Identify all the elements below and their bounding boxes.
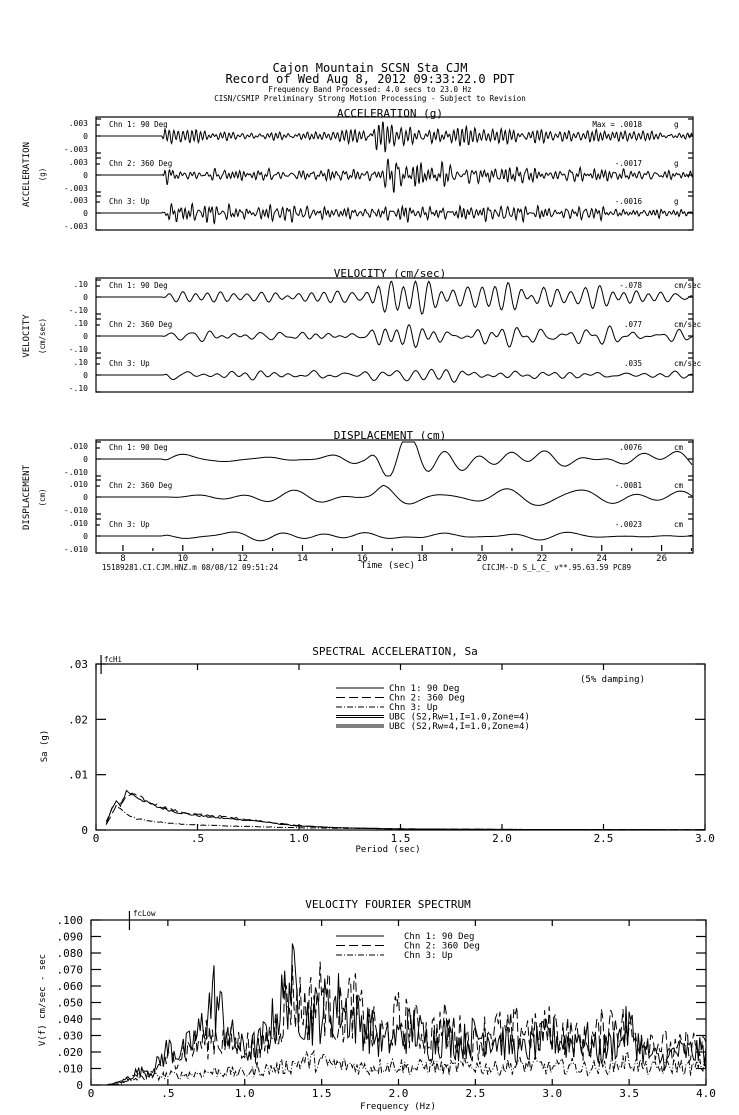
peak-unit: cm/sec xyxy=(674,320,702,329)
xtick-label: 2.0 xyxy=(388,1087,409,1100)
processing-subtitle: CISN/CSMIP Preliminary Strong Motion Processing - Subject to Revision xyxy=(214,94,526,103)
curve-chn-2-360-deg xyxy=(91,962,706,1085)
ytick-label: .003 xyxy=(68,158,88,167)
ytick-label: 0 xyxy=(83,493,88,502)
ytick-label: -.010 xyxy=(63,468,88,477)
ytick-label: .090 xyxy=(56,930,83,944)
ytick-label: .03 xyxy=(68,658,88,671)
fs-xlabel: Frequency (Hz) xyxy=(360,1102,436,1112)
time-axis-label: Time (sec) xyxy=(360,561,416,571)
ytick-label: .010 xyxy=(56,1062,83,1076)
ytick-label: -.10 xyxy=(68,345,88,354)
panel-title: ACCELERATION (g) xyxy=(337,107,443,120)
channel-label: Chn 1: 90 Deg xyxy=(109,281,168,290)
time-tick-label: 8 xyxy=(120,554,126,564)
ytick-label: .080 xyxy=(56,947,83,960)
xtick-label: 1.5 xyxy=(390,832,411,845)
channel-label: Chn 1: 90 Deg xyxy=(109,443,168,452)
waveform-chn-3-up xyxy=(96,369,692,382)
peak-unit: cm/sec xyxy=(674,281,702,290)
xtick-label: 3.5 xyxy=(619,1087,640,1100)
ytick-label: .100 xyxy=(56,914,83,927)
ytick-label: -.003 xyxy=(63,222,88,231)
xtick-label: 0 xyxy=(92,832,100,845)
panel-title: DISPLACEMENT (cm) xyxy=(333,429,447,442)
channel-label: Chn 3: Up xyxy=(109,197,150,206)
curve-chn-1-90-deg xyxy=(106,790,705,829)
time-tick-label: 18 xyxy=(416,554,428,564)
time-tick-label: 14 xyxy=(297,554,308,564)
curve-chn-1-90-deg xyxy=(91,941,706,1086)
legend-label: UBC (S2,Rw=1,I=1.0,Zone=4) xyxy=(389,712,530,723)
panel-yunit: (g) xyxy=(38,167,47,182)
ytick-label: 0 xyxy=(83,209,88,218)
peak-unit: g xyxy=(674,197,679,206)
legend-label: Chn 2: 360 Deg xyxy=(404,941,480,952)
ytick-label: 0 xyxy=(83,293,88,302)
channel-label: Chn 3: Up xyxy=(109,359,150,368)
time-tick-label: 22 xyxy=(536,554,548,564)
peak-unit: g xyxy=(674,159,679,168)
legend-label: Chn 2: 360 Deg xyxy=(389,693,465,704)
xtick-label: 1.0 xyxy=(234,1087,255,1100)
ytick-label: .010 xyxy=(68,480,88,489)
peak-unit: cm xyxy=(674,481,684,490)
time-tick-label: 20 xyxy=(476,554,488,564)
sa-ylabel: Sa (g) xyxy=(40,729,50,763)
waveform-chn-3-up xyxy=(96,532,692,541)
ytick-label: .02 xyxy=(68,713,88,727)
ytick-label: .10 xyxy=(73,358,88,367)
ytick-label: 0 xyxy=(83,171,88,180)
xtick-label: .5 xyxy=(161,1087,175,1100)
legend-label: Chn 3: Up xyxy=(404,951,453,961)
channel-label: Chn 1: 90 Deg xyxy=(109,120,168,129)
xtick-label: 0 xyxy=(87,1087,95,1100)
fourier-spectrum-chart xyxy=(38,898,716,1112)
fs-ylabel: V(f) cm/sec - sec xyxy=(38,953,48,1047)
time-tick-label: 16 xyxy=(356,554,368,564)
waveform-chn-1-90-deg xyxy=(96,281,692,314)
xtick-label: 2.5 xyxy=(593,832,614,845)
panel-ylabel: ACCELERATION xyxy=(22,141,32,208)
station-title: Cajon Mountain SCSN Sta CJM xyxy=(272,61,468,75)
displacement-panel xyxy=(22,429,693,554)
channel-label: Chn 2: 360 Deg xyxy=(109,320,173,329)
peak-unit: cm xyxy=(674,520,684,529)
velocity-panel xyxy=(22,267,701,393)
channel-label: Chn 2: 360 Deg xyxy=(109,159,173,168)
time-tick-label: 26 xyxy=(656,554,668,564)
legend-label: Chn 1: 90 Deg xyxy=(389,684,460,694)
legend-label: Chn 1: 90 Deg xyxy=(404,932,475,942)
ytick-label: 0 xyxy=(83,332,88,341)
ytick-label: -.10 xyxy=(68,306,88,315)
ytick-label: .10 xyxy=(73,319,88,328)
ytick-label: 0 xyxy=(83,371,88,380)
xtick-label: 4.0 xyxy=(696,1087,716,1100)
sa-title: SPECTRAL ACCELERATION, Sa xyxy=(312,645,478,658)
curve-chn-3-up xyxy=(106,806,705,830)
fs-fclow-label: fcLow xyxy=(133,909,156,918)
ytick-label: 0 xyxy=(83,455,88,464)
peak-value: -.078 xyxy=(619,281,642,290)
legend-label: Chn 3: Up xyxy=(389,703,438,713)
xtick-label: 1.5 xyxy=(311,1087,332,1100)
ytick-label: .01 xyxy=(68,768,88,782)
peak-value: .035 xyxy=(623,359,642,368)
peak-unit: g xyxy=(674,120,679,129)
peak-value: -.0017 xyxy=(614,159,642,168)
xtick-label: 3.0 xyxy=(695,832,715,845)
channel-label: Chn 3: Up xyxy=(109,520,150,529)
xtick-label: 2.0 xyxy=(492,832,512,845)
time-tick-label: 24 xyxy=(596,554,608,564)
footer-code: CICJM--D S_L_C_ v**.95.63.59 PC89 xyxy=(482,563,632,572)
peak-value: Max = .0018 xyxy=(592,120,642,129)
time-tick-label: 12 xyxy=(237,554,249,564)
legend-label: UBC (S2,Rw=4,I=1.0,Zone=4) xyxy=(389,722,530,732)
waveform-chn-1-90-deg xyxy=(96,442,692,476)
ytick-label: 0 xyxy=(81,824,88,837)
ytick-label: -.003 xyxy=(63,145,88,154)
panel-yunit: (cm/sec) xyxy=(38,317,47,355)
peak-value: .0076 xyxy=(619,443,642,452)
curve-chn-2-360-deg xyxy=(106,794,705,830)
fs-title: VELOCITY FOURIER SPECTRUM xyxy=(305,898,471,911)
peak-value: -.0023 xyxy=(614,520,642,529)
xtick-label: 1.0 xyxy=(289,832,309,845)
ytick-label: .070 xyxy=(56,963,83,977)
ytick-label: -.10 xyxy=(68,384,88,393)
ytick-label: .10 xyxy=(73,280,88,289)
ytick-label: -.010 xyxy=(63,545,88,554)
ytick-label: .010 xyxy=(68,519,88,528)
ytick-label: .030 xyxy=(56,1029,83,1043)
band-subtitle: Frequency Band Processed: 4.0 secs to 23.0 Hz xyxy=(268,85,472,94)
xtick-label: .5 xyxy=(190,832,205,845)
ytick-label: 0 xyxy=(76,1079,83,1092)
panel-yunit: (cm) xyxy=(38,488,47,507)
peak-value: -.0081 xyxy=(614,481,642,490)
peak-value: -.0016 xyxy=(614,197,642,206)
channel-label: Chn 2: 360 Deg xyxy=(109,481,173,490)
sa-fchi-label: fcHi xyxy=(104,655,123,664)
ytick-label: .003 xyxy=(68,196,88,205)
acceleration-panel xyxy=(22,107,693,231)
waveform-chn-2-360-deg xyxy=(96,485,692,505)
footer-file: 15189281.CI.CJM.HNZ.m 08/08/12 09:51:24 xyxy=(102,563,279,572)
ytick-label: .020 xyxy=(56,1046,83,1059)
peak-value: .077 xyxy=(623,320,642,329)
ytick-label: .060 xyxy=(56,980,83,993)
spectral-acceleration-chart xyxy=(40,645,715,855)
ytick-label: 0 xyxy=(83,132,88,141)
peak-unit: cm/sec xyxy=(674,359,702,368)
sa-xlabel: Period (sec) xyxy=(355,845,421,855)
ytick-label: .003 xyxy=(68,119,88,128)
ytick-label: -.003 xyxy=(63,184,88,193)
ytick-label: .040 xyxy=(56,1013,83,1026)
panel-ylabel: VELOCITY xyxy=(22,314,32,358)
panel-ylabel: DISPLACEMENT xyxy=(22,464,32,531)
ytick-label: .050 xyxy=(56,996,83,1010)
record-title: Record of Wed Aug 8, 2012 09:33:22.0 PDT xyxy=(225,72,515,86)
sa-damping-note: (5% damping) xyxy=(580,675,646,685)
xtick-label: 3.0 xyxy=(542,1087,563,1100)
waveform-chn-2-360-deg xyxy=(96,325,692,347)
waveform-chn-3-up xyxy=(96,203,693,223)
ytick-label: 0 xyxy=(83,532,88,541)
waveform-chn-2-360-deg xyxy=(96,159,693,192)
ytick-label: -.010 xyxy=(63,506,88,515)
ytick-label: .010 xyxy=(68,442,88,451)
time-tick-label: 10 xyxy=(177,554,189,564)
xtick-label: 2.5 xyxy=(465,1087,486,1100)
peak-unit: cm xyxy=(674,443,684,452)
panel-title: VELOCITY (cm/sec) xyxy=(333,267,447,280)
